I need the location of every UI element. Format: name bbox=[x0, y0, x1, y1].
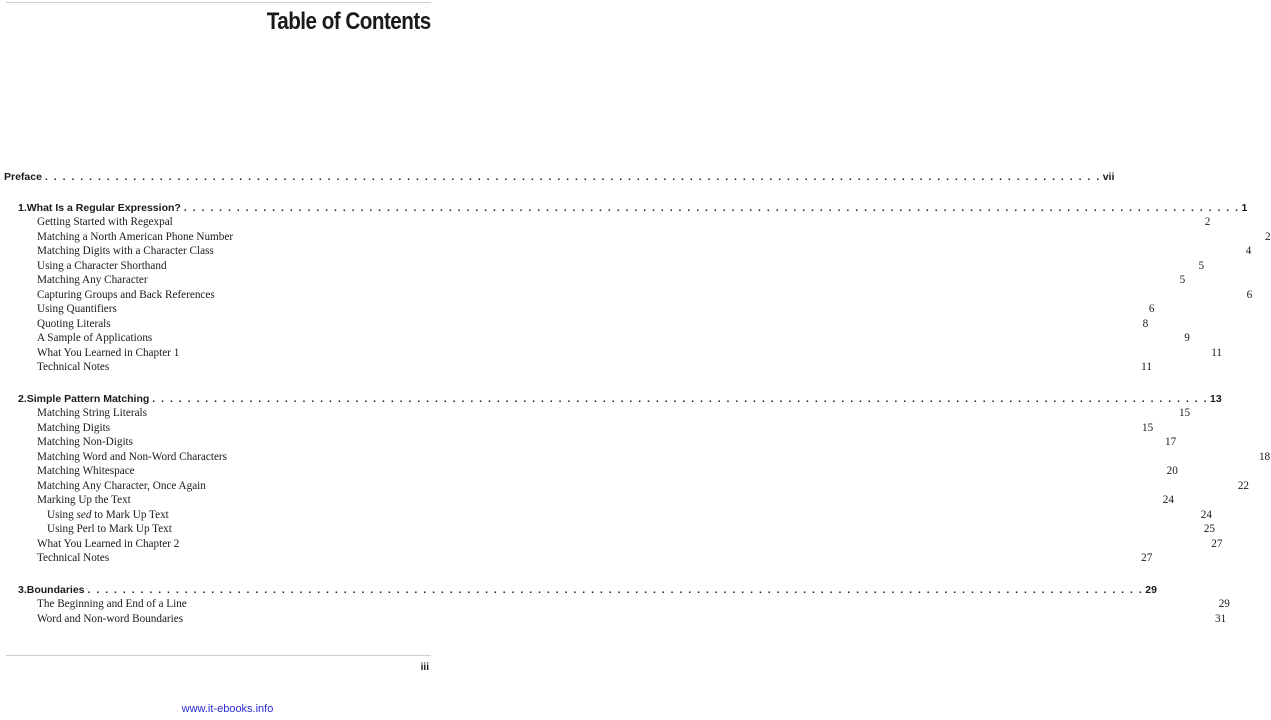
toc-entry-title: Using sed to Mark Up Text bbox=[47, 509, 169, 521]
toc-entry-title: Matching Digits with a Character Class bbox=[37, 245, 214, 257]
toc-page-number: 18 bbox=[1258, 451, 1271, 463]
toc-chapter-entry[interactable] bbox=[18, 393, 1222, 407]
toc-section-entry[interactable] bbox=[37, 613, 1227, 627]
toc-page-number: 1 bbox=[1241, 202, 1248, 214]
toc-page-number: 6 bbox=[1148, 303, 1155, 315]
toc-entry-title: Matching Any Character bbox=[37, 274, 148, 286]
toc-entry-title: Boundaries bbox=[26, 584, 85, 596]
toc-entry-title: Simple Pattern Matching bbox=[26, 393, 150, 405]
toc-entry-title: Technical Notes bbox=[37, 361, 110, 373]
toc-page-number: 29 bbox=[1145, 584, 1157, 596]
watermark-link[interactable]: www.it-ebooks.info bbox=[181, 703, 274, 715]
toc-page-number: 27 bbox=[1141, 552, 1153, 564]
toc-section-entry[interactable] bbox=[37, 422, 1154, 436]
toc-entry-title: Using Perl to Mark Up Text bbox=[47, 523, 172, 535]
toc-page-number: 22 bbox=[1237, 480, 1250, 492]
toc-entry-title: Matching Digits bbox=[37, 422, 111, 434]
toc-chapter-number: 3. bbox=[18, 584, 27, 596]
toc-section-entry[interactable] bbox=[37, 538, 1223, 552]
toc-dot-leader: . . . . . . . . . . . . . . . . . . . . . . . . . . . . . . . . . . . . . . . . . . . . . . . . . . . . . . . . . . . . . . . . . . . . . . . . . . . . . . . . . . . . . . . . . . . . . . . . . . . . . . . . . . . . . . . . . . . . . . . . bbox=[44, 171, 1101, 183]
toc-section-entry[interactable] bbox=[37, 216, 1211, 230]
toc-section-entry[interactable] bbox=[37, 552, 1153, 566]
page-folio: iii bbox=[420, 662, 429, 673]
toc-dot-leader: . . . . . . . . . . . . . . . . . . . . . . . . . . . . . . . . . . . . . . . . . . . . . . . . . . . . . . . . . . . . . . . . . . . . . . . . . . . . . . . . . . . . . . . . . . . . . . . . . . . . . . . . . . . . . . . . . . . . . . . . bbox=[87, 584, 1144, 596]
toc-page-number: 5 bbox=[1179, 274, 1186, 286]
toc-section-entry[interactable] bbox=[37, 361, 1152, 375]
toc-section-entry[interactable] bbox=[37, 231, 1271, 245]
toc-entry-title: Capturing Groups and Back References bbox=[37, 289, 215, 301]
toc-section-entry[interactable] bbox=[37, 274, 1186, 288]
toc-entry-title: Matching Whitespace bbox=[37, 465, 135, 477]
toc-page-number: 24 bbox=[1200, 509, 1212, 521]
toc-page-number: 20 bbox=[1166, 465, 1178, 477]
toc-page-number: 6 bbox=[1246, 289, 1253, 301]
toc-page-number: 2 bbox=[1265, 231, 1271, 243]
toc-section-entry[interactable] bbox=[37, 303, 1155, 317]
toc-entry-title: Marking Up the Text bbox=[37, 494, 131, 506]
toc-entry-title: Matching Non-Digits bbox=[37, 436, 134, 448]
toc-entry-title: The Beginning and End of a Line bbox=[37, 598, 187, 610]
toc-chapter-entry[interactable] bbox=[18, 584, 1157, 598]
toc-section-entry[interactable] bbox=[37, 494, 1174, 508]
toc-section-entry[interactable] bbox=[37, 436, 1177, 450]
toc-page-number: vii bbox=[1102, 171, 1115, 183]
toc-page-number: 25 bbox=[1203, 523, 1215, 535]
toc-entry-title: What You Learned in Chapter 1 bbox=[37, 347, 180, 359]
toc-page-number: 13 bbox=[1210, 393, 1222, 405]
toc-entry-title: Preface bbox=[4, 171, 42, 183]
toc-section-entry[interactable] bbox=[37, 260, 1205, 274]
toc-page-number: 11 bbox=[1211, 347, 1223, 359]
toc-page-number: 29 bbox=[1218, 598, 1230, 610]
toc-entry-title: Using Quantifiers bbox=[37, 303, 117, 315]
toc-entry-title: What You Learned in Chapter 2 bbox=[37, 538, 180, 550]
toc-page-number: 17 bbox=[1164, 436, 1177, 448]
toc-section-entry[interactable] bbox=[37, 347, 1223, 361]
toc-section-entry[interactable] bbox=[47, 509, 1212, 523]
toc-entry-title: Matching String Literals bbox=[37, 407, 147, 419]
toc-chapter-number: 1. bbox=[18, 202, 27, 214]
toc-section-entry[interactable] bbox=[37, 480, 1250, 494]
toc-page-number: 4 bbox=[1245, 245, 1252, 257]
toc-page-number: 31 bbox=[1215, 613, 1227, 625]
toc-page-number: 15 bbox=[1178, 407, 1191, 419]
toc-entry-title: Word and Non-word Boundaries bbox=[37, 613, 184, 625]
toc-entry-title: Getting Started with Regexpal bbox=[37, 216, 173, 228]
toc-entry-title: Using a Character Shorthand bbox=[37, 260, 167, 272]
toc-section-entry[interactable] bbox=[37, 318, 1149, 332]
toc-section-entry[interactable] bbox=[37, 451, 1271, 465]
toc-page-number: 27 bbox=[1211, 538, 1223, 550]
toc-chapter-number: 2. bbox=[18, 393, 27, 405]
toc-entry-title: What Is a Regular Expression? bbox=[26, 202, 181, 214]
toc-chapter-entry[interactable] bbox=[4, 171, 1115, 185]
toc-page-number: 5 bbox=[1198, 260, 1205, 272]
toc-entry-title: A Sample of Applications bbox=[37, 332, 153, 344]
toc-section-entry[interactable] bbox=[37, 598, 1230, 612]
toc-page-number: 11 bbox=[1141, 361, 1152, 373]
toc-chapter-entry[interactable] bbox=[18, 202, 1248, 216]
toc-page-number: 8 bbox=[1142, 318, 1149, 330]
toc-section-entry[interactable] bbox=[37, 289, 1253, 303]
toc-dot-leader: . . . . . . . . . . . . . . . . . . . . . . . . . . . . . . . . . . . . . . . . . . . . . . . . . . . . . . . . . . . . . . . . . . . . . . . . . . . . . . . . . . . . . . . . . . . . . . . . . . . . . . . . . . . . . . . . . . . . . . . . bbox=[183, 202, 1240, 214]
toc-section-entry[interactable] bbox=[37, 245, 1252, 259]
toc-page-number: 9 bbox=[1184, 332, 1190, 344]
toc-page-number: 15 bbox=[1141, 422, 1154, 434]
toc-entry-title: Quoting Literals bbox=[37, 318, 111, 330]
toc-section-entry[interactable] bbox=[37, 465, 1178, 479]
toc-section-entry[interactable] bbox=[37, 332, 1190, 346]
bottom-rule bbox=[6, 655, 431, 656]
toc-entry-title: Matching Word and Non-Word Characters bbox=[37, 451, 227, 463]
toc-section-entry[interactable] bbox=[47, 523, 1215, 537]
toc-dot-leader: . . . . . . . . . . . . . . . . . . . . . . . . . . . . . . . . . . . . . . . . . . . . . . . . . . . . . . . . . . . . . . . . . . . . . . . . . . . . . . . . . . . . . . . . . . . . . . . . . . . . . . . . . . . . . . . . . . . . . . . . bbox=[152, 393, 1209, 405]
toc-page-number: 2 bbox=[1204, 216, 1211, 228]
toc-entry-title: Matching Any Character, Once Again bbox=[37, 480, 206, 492]
page-title: Table of Contents bbox=[267, 8, 431, 35]
toc-entry-title: Matching a North American Phone Number bbox=[37, 231, 234, 243]
toc-page-number: 24 bbox=[1162, 494, 1174, 506]
toc-section-entry[interactable] bbox=[37, 407, 1191, 421]
toc-entry-title: Technical Notes bbox=[37, 552, 110, 564]
